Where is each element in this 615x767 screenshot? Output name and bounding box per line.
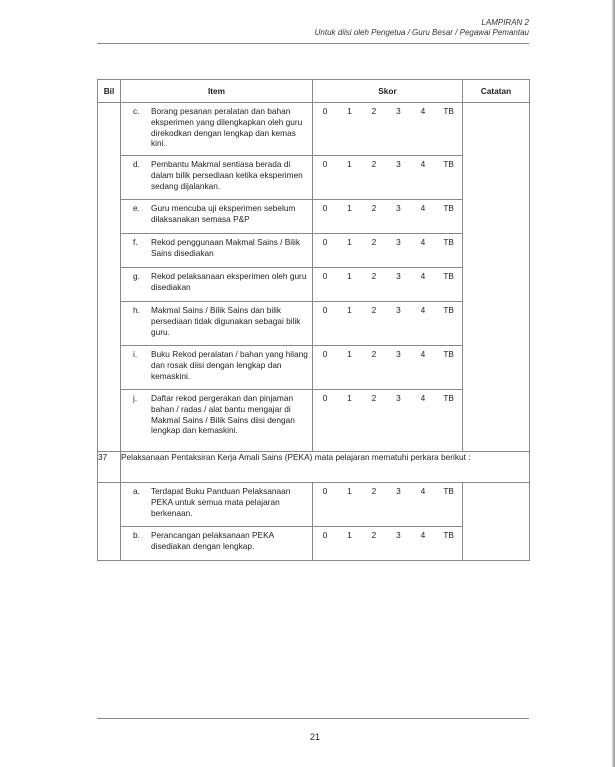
score-option[interactable]: 4 [420, 237, 426, 247]
catatan-cell[interactable] [463, 103, 530, 156]
group2-body [98, 483, 530, 561]
item-text: Perancangan pelaksanaan PEKA disediakan dengan lengkap. [151, 530, 274, 551]
catatan-cell[interactable] [463, 527, 530, 561]
score-option[interactable]: 4 [420, 305, 426, 315]
item-letter: i. [133, 349, 138, 359]
bil-cell [98, 483, 121, 527]
score-option[interactable]: 0 [322, 237, 328, 247]
score-option[interactable]: 0 [322, 393, 328, 403]
score-cell [313, 346, 463, 390]
score-option[interactable]: 4 [420, 106, 426, 116]
score-option[interactable]: 2 [371, 349, 377, 359]
item-text: Makmal Sains / Bilik Sains dan bilik persediaan tidak digunakan sebagai bilik guru. [151, 305, 301, 337]
table-row [98, 103, 530, 156]
item-cell [121, 527, 313, 561]
score-option[interactable]: TB [443, 237, 454, 247]
score-option[interactable]: 3 [396, 486, 401, 496]
table-header-row [98, 80, 530, 103]
lampiran-label: LAMPIRAN 2 [481, 18, 529, 27]
catatan-cell[interactable] [463, 268, 530, 302]
score-option[interactable]: TB [443, 530, 454, 540]
item-letter: g. [133, 271, 140, 281]
item-text: Terdapat Buku Panduan Pelaksanaan PEKA untuk semua mata pelajaran berkenaan. [151, 486, 291, 518]
score-option[interactable]: 0 [322, 271, 328, 281]
score-option[interactable]: 0 [322, 486, 328, 496]
score-option[interactable]: TB [443, 159, 454, 169]
bil-cell [98, 268, 121, 302]
score-option[interactable]: TB [443, 106, 454, 116]
column-header-item: Item [121, 80, 313, 103]
bil-cell [98, 200, 121, 234]
score-option[interactable]: 1 [347, 203, 352, 213]
item-letter: c. [133, 106, 140, 116]
score-option[interactable]: 3 [396, 530, 401, 540]
item-cell [121, 302, 313, 346]
score-option[interactable]: 2 [371, 530, 377, 540]
score-option[interactable]: 4 [420, 486, 426, 496]
footer-divider [97, 718, 529, 719]
bil-cell [98, 346, 121, 390]
score-cell [313, 268, 463, 302]
score-option[interactable]: 0 [322, 305, 328, 315]
score-option[interactable]: 1 [347, 530, 352, 540]
score-cell [313, 103, 463, 156]
table-row [98, 483, 530, 527]
score-cell [313, 156, 463, 200]
group1-body [98, 103, 530, 452]
score-option[interactable]: 2 [371, 271, 377, 281]
item-letter: b. [133, 530, 140, 540]
score-table [97, 79, 530, 561]
item-text: Rekod penggunaan Makmal Sains / Bilik Sains disediakan [151, 237, 300, 258]
score-option[interactable]: 2 [371, 106, 377, 116]
score-option[interactable]: 1 [347, 305, 352, 315]
bil-cell [98, 156, 121, 200]
item-cell [121, 156, 313, 200]
item-cell [121, 390, 313, 452]
item-text: Rekod pelaksanaan eksperimen oleh guru disediakan [151, 271, 307, 292]
catatan-cell[interactable] [463, 483, 530, 527]
bil-cell [98, 527, 121, 561]
column-header-skor: Skor [313, 80, 463, 103]
score-option[interactable]: TB [443, 203, 454, 213]
score-option[interactable]: 2 [371, 203, 377, 213]
score-option[interactable]: 2 [371, 486, 377, 496]
question-text: Pelaksanaan Pentaksiran Kerja Amali Sains (PEKA) mata pelajaran mematuhi perkara berikut : [121, 452, 530, 483]
table-row [98, 346, 530, 390]
score-option[interactable]: 4 [420, 393, 426, 403]
score-option[interactable]: 3 [396, 271, 401, 281]
score-option[interactable]: 3 [396, 305, 401, 315]
table-row [98, 527, 530, 561]
item-text: Pembantu Makmal sentiasa berada di dalam bilik persediaan ketika eksperimen sedang dijalankan. [151, 159, 303, 191]
page-header [315, 18, 529, 38]
score-option[interactable]: 3 [396, 237, 401, 247]
score-option[interactable]: 2 [371, 237, 377, 247]
score-option[interactable]: 0 [322, 159, 328, 169]
bil-cell [98, 103, 121, 156]
column-header-bil: Bil [98, 80, 121, 103]
score-option[interactable]: 1 [347, 106, 352, 116]
score-option[interactable]: 1 [347, 271, 352, 281]
item-text: Buku Rekod peralatan / bahan yang hilang dan rosak diisi dengan lengkap dan kemaskini. [151, 349, 308, 381]
item-cell [121, 234, 313, 268]
item-letter: j. [133, 393, 138, 403]
score-option[interactable]: 1 [347, 237, 352, 247]
score-option[interactable]: 3 [396, 203, 401, 213]
score-option[interactable]: TB [443, 305, 454, 315]
score-cell [313, 234, 463, 268]
item-letter: f. [133, 237, 138, 247]
score-option[interactable]: 4 [420, 271, 426, 281]
header-divider [97, 43, 529, 44]
score-option[interactable]: 0 [322, 106, 328, 116]
score-option[interactable]: 4 [420, 159, 426, 169]
bil-cell [98, 234, 121, 268]
score-cell [313, 302, 463, 346]
table-row [98, 268, 530, 302]
catatan-cell[interactable] [463, 200, 530, 234]
score-option[interactable]: 2 [371, 159, 377, 169]
catatan-cell[interactable] [463, 302, 530, 346]
score-option[interactable]: TB [443, 486, 454, 496]
score-option[interactable]: 1 [347, 393, 352, 403]
score-option[interactable]: 1 [347, 349, 352, 359]
item-letter: d. [133, 159, 140, 169]
item-text: Borang pesanan peralatan dan bahan eksperimen yang dilengkapkan oleh guru direkodkan dengan lengkap dan kemas kini. [151, 106, 303, 149]
score-cell [313, 527, 463, 561]
item-letter: e. [133, 203, 140, 213]
item-text: Guru mencuba uji eksperimen sebelum dilaksanakan semasa P&P [151, 203, 296, 224]
score-option[interactable]: 4 [420, 203, 426, 213]
catatan-cell[interactable] [463, 234, 530, 268]
bil-cell [98, 302, 121, 346]
page-number: 21 [309, 732, 320, 742]
score-option[interactable]: 1 [347, 486, 352, 496]
score-option[interactable]: 4 [420, 349, 426, 359]
score-option[interactable]: 3 [396, 349, 401, 359]
score-option[interactable]: 1 [347, 159, 352, 169]
item-cell [121, 268, 313, 302]
score-option[interactable]: 3 [396, 106, 401, 116]
score-option[interactable]: 3 [396, 393, 401, 403]
table-row [98, 200, 530, 234]
table-row [98, 234, 530, 268]
catatan-cell[interactable] [463, 390, 530, 452]
question-number: 37 [98, 452, 121, 483]
score-cell [313, 200, 463, 234]
score-cell [313, 390, 463, 452]
item-cell [121, 483, 313, 527]
catatan-cell[interactable] [463, 346, 530, 390]
score-option[interactable]: 0 [322, 530, 328, 540]
score-option[interactable]: 2 [371, 305, 377, 315]
score-option[interactable]: 0 [322, 203, 328, 213]
score-option[interactable]: TB [443, 349, 454, 359]
item-text: Daftar rekod pergerakan dan pinjaman bahan / radas / alat bantu mengajar di Makmal Sains / Bilik Sains diisi dengan lengkap dan kemaskini. [151, 393, 295, 436]
column-header-catatan: Catatan [463, 80, 530, 103]
item-letter: a. [133, 486, 140, 496]
question-row [98, 452, 530, 483]
score-option[interactable]: 2 [371, 393, 377, 403]
item-cell [121, 200, 313, 234]
item-cell [121, 346, 313, 390]
score-option[interactable]: TB [443, 271, 454, 281]
header-subtitle: Untuk diisi oleh Pengetua / Guru Besar / Pegawai Pemantau [314, 28, 529, 37]
catatan-cell[interactable] [463, 156, 530, 200]
question-37-body [98, 452, 530, 483]
score-option[interactable]: 4 [420, 530, 426, 540]
score-option[interactable]: 0 [322, 349, 328, 359]
score-option[interactable]: TB [443, 393, 454, 403]
table-row [98, 302, 530, 346]
bil-cell [98, 390, 121, 452]
score-cell [313, 483, 463, 527]
item-cell [121, 103, 313, 156]
table-row [98, 156, 530, 200]
item-letter: h. [133, 305, 140, 315]
score-option[interactable]: 3 [396, 159, 401, 169]
table-row [98, 390, 530, 452]
